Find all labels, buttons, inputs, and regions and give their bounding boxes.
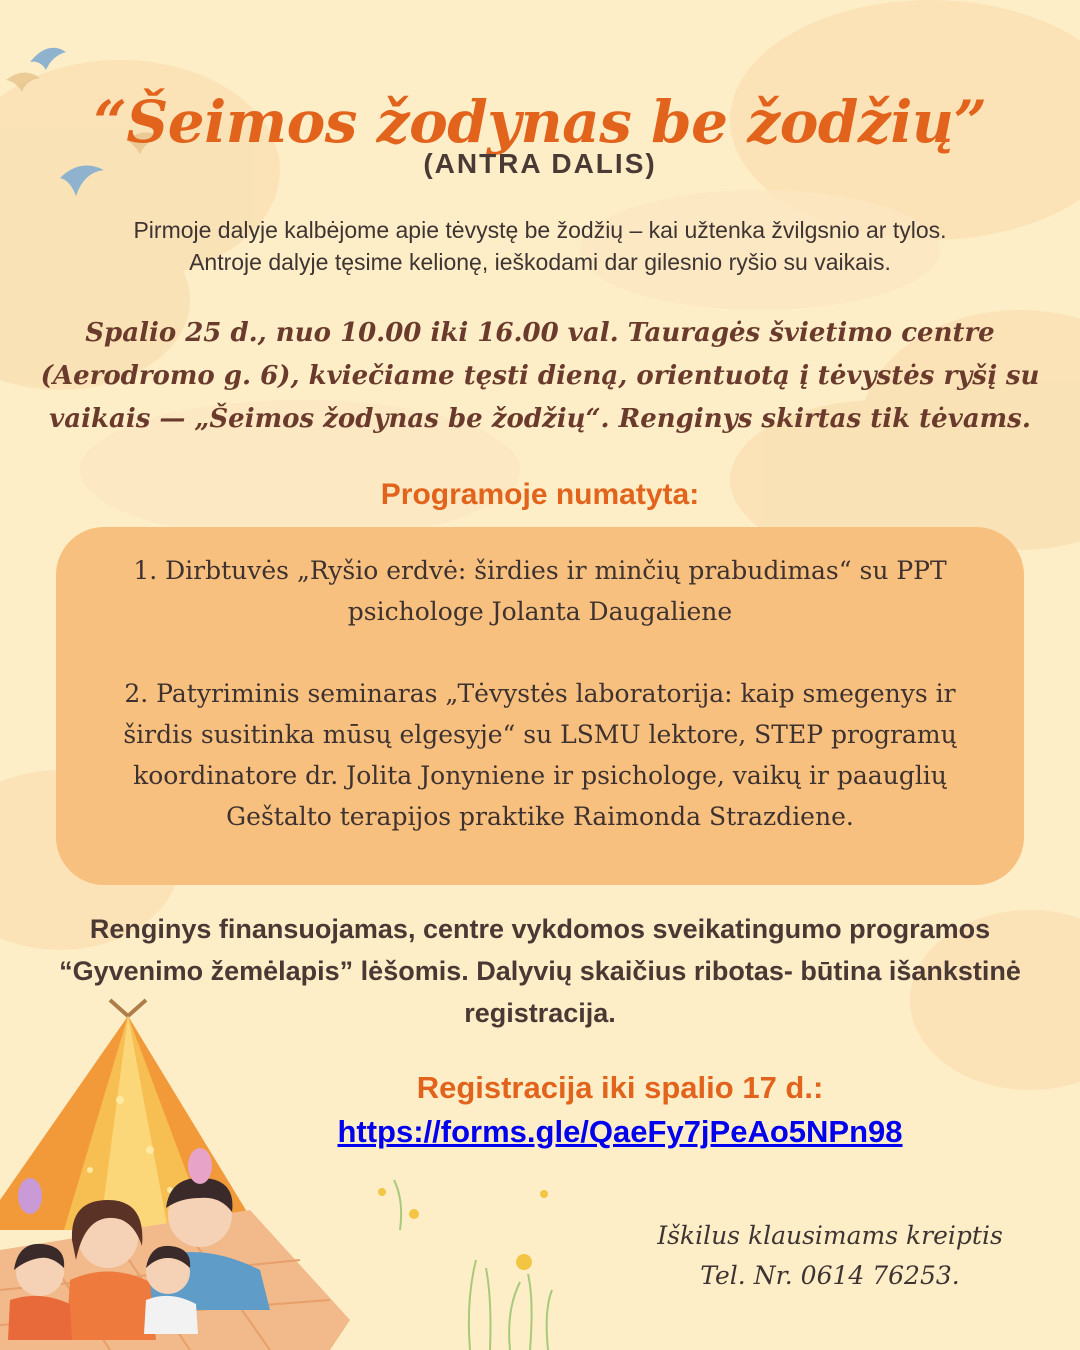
subtitle: (ANTRA DALIS) [423, 148, 657, 179]
intro-line: Pirmoje dalyje kalbėjome apie tėvystę be žodžių – kai užtenka žvilgsnio ar tylos. [133, 217, 947, 243]
event-details: Spalio 25 d., nuo 10.00 iki 16.00 val. Tauragės švietimo centre (Aerodromo g. 6), kviečiame tęsti dieną, orientuotą į tėvystės ryšį su vaikais — „Šeimos žodynas be žodžių“. Renginys skirtas tik tėvams. [40, 318, 1040, 434]
intro-line: Antroje dalyje tęsime kelionę, ieškodami dar gilesnio ryšio su vaikais. [189, 249, 891, 275]
contact-line: Iškilus klausimams kreiptis [657, 1221, 1003, 1250]
funding-line: Renginys finansuojamas, centre vykdomos sveikatingumo programos [89, 914, 991, 944]
program-item: 2. Patyriminis seminaras „Tėvystės laboratorija: kaip smegenys ir širdis susitinka mūsų elgesyje“ su LSMU lektore, STEP programų koordinatore dr. Jolita Jonyniene ir psichologe, vaikų ir paauglių Geštalto terapijos praktike Raimonda Strazdiene. [123, 679, 957, 831]
registration [200, 1066, 1040, 1154]
program-box [56, 527, 1024, 885]
page-title: “Šeimos žodynas be žodžių” [93, 87, 987, 156]
intro-text [60, 214, 1020, 278]
funding-line: “Gyvenimo žemėlapis” lėšomis. Dalyvių skaičius ribotas- būtina išankstinė [59, 956, 1021, 986]
funding-line: registracija. [464, 998, 616, 1028]
contact-info [620, 1216, 1040, 1296]
program-item: 1. Dirbtuvės „Ryšio erdvė: širdies ir minčių prabudimas“ su PPT psichologe Jolanta Daugaliene [133, 556, 947, 626]
contact-phone: Tel. Nr. 0614 76253. [700, 1261, 960, 1290]
funding-note [50, 908, 1030, 1034]
registration-link[interactable]: https://forms.gle/QaeFy7jPeAo5NPn98 [337, 1114, 903, 1149]
registration-label: Registracija iki spalio 17 d.: [416, 1070, 824, 1105]
program-heading: Programoje numatyta: [380, 478, 700, 511]
